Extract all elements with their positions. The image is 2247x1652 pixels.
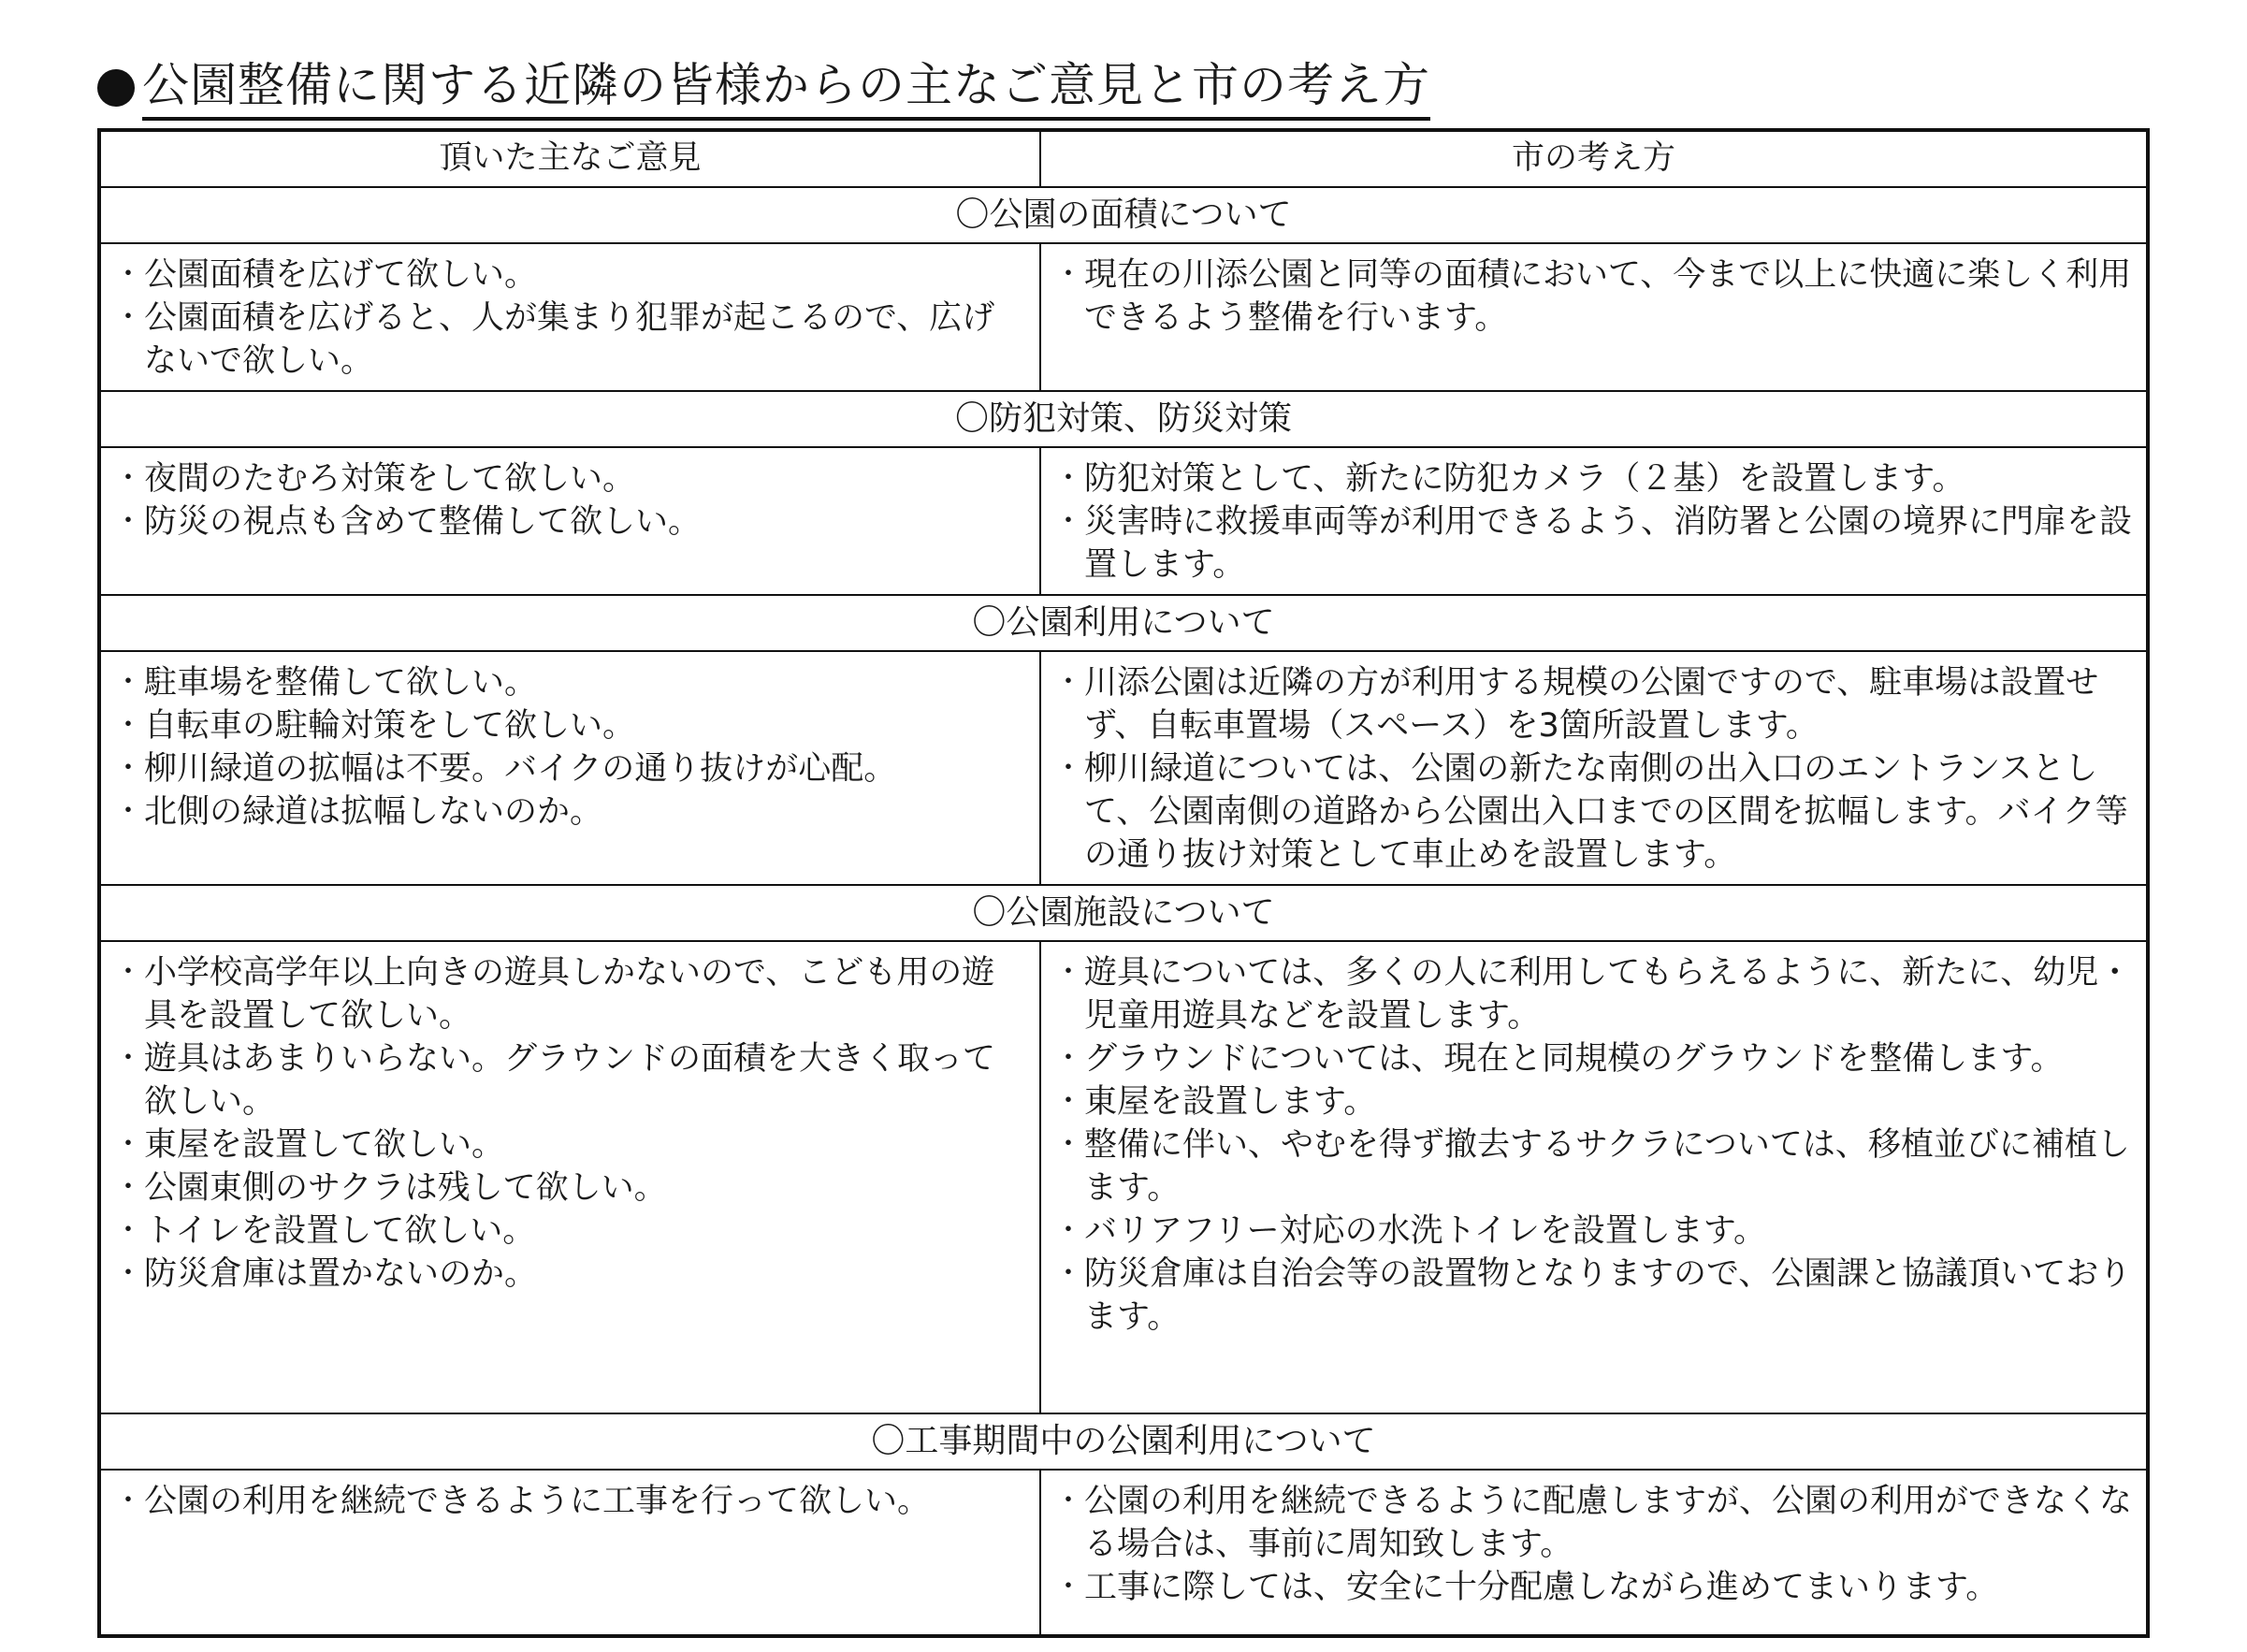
section-heading-security: 〇防犯対策、防災対策 bbox=[99, 391, 2148, 447]
section-content-row bbox=[99, 1470, 2148, 1636]
page-title bbox=[97, 58, 1430, 118]
page-title-text: 公園整備に関する近隣の皆様からの主なご意見と市の考え方 bbox=[142, 55, 1430, 121]
response-item: ・ バリアフリー対応の水洗トイレを設置します。 bbox=[1058, 1210, 2133, 1253]
opinion-item: ・ 防災倉庫は置かないのか。 bbox=[118, 1253, 1026, 1296]
opinions-cell bbox=[99, 447, 1040, 595]
response-item: ・ 工事に際しては、安全に十分配慮しながら進めてまいります。 bbox=[1058, 1566, 2133, 1609]
opinion-item: ・ 公園東側のサクラは残して欲しい。 bbox=[118, 1167, 1026, 1210]
opinions-cell bbox=[99, 651, 1040, 885]
opinion-item: ・ 駐車場を整備して欲しい。 bbox=[118, 661, 1026, 704]
section-heading-facilities: 〇公園施設について bbox=[99, 885, 2148, 941]
response-item: ・ 東屋を設置します。 bbox=[1058, 1080, 2133, 1123]
table-header-row bbox=[99, 130, 2148, 187]
opinion-item: ・ 公園面積を広げると、人が集まり犯罪が起こるので、広げないで欲しい。 bbox=[118, 297, 1026, 383]
opinions-cell bbox=[99, 243, 1040, 391]
opinion-item: ・ 北側の緑道は拡幅しないのか。 bbox=[118, 790, 1026, 833]
opinion-response-table bbox=[97, 128, 2150, 1638]
responses-cell bbox=[1040, 941, 2148, 1413]
responses-cell bbox=[1040, 1470, 2148, 1636]
section-heading-row bbox=[99, 187, 2148, 243]
response-item: ・ 災害時に救援車両等が利用できるよう、消防署と公園の境界に門扉を設置します。 bbox=[1058, 500, 2133, 587]
response-item: ・ 現在の川添公園と同等の面積において、今まで以上に快適に楽しく利用できるよう整備を行います。 bbox=[1058, 254, 2133, 340]
section-heading-usage: 〇公園利用について bbox=[99, 595, 2148, 651]
opinion-item: ・ 公園の利用を継続できるように工事を行って欲しい。 bbox=[118, 1480, 1026, 1523]
bullet-dot-icon bbox=[97, 69, 135, 107]
opinion-item: ・ 自転車の駐輪対策をして欲しい。 bbox=[118, 704, 1026, 747]
section-heading-row bbox=[99, 391, 2148, 447]
header-opinions: 頂いた主なご意見 bbox=[99, 130, 1040, 187]
section-content-row bbox=[99, 243, 2148, 391]
section-content-row bbox=[99, 651, 2148, 885]
section-heading-area: 〇公園の面積について bbox=[99, 187, 2148, 243]
opinion-item: ・ トイレを設置して欲しい。 bbox=[118, 1210, 1026, 1253]
section-heading-row bbox=[99, 595, 2148, 651]
response-item: ・ 遊具については、多くの人に利用してもらえるように、新たに、幼児・児童用遊具などを設置します。 bbox=[1058, 951, 2133, 1037]
response-item: ・ 防犯対策として、新たに防犯カメラ（２基）を設置します。 bbox=[1058, 457, 2133, 500]
response-item: ・ 公園の利用を継続できるように配慮しますが、公園の利用ができなくなる場合は、事前に周知致します。 bbox=[1058, 1480, 2133, 1566]
opinion-item: ・ 防災の視点も含めて整備して欲しい。 bbox=[118, 500, 1026, 543]
opinion-item: ・ 夜間のたむろ対策をして欲しい。 bbox=[118, 457, 1026, 500]
response-item: ・ 川添公園は近隣の方が利用する規模の公園ですので、駐車場は設置せず、自転車置場（スペース）を3箇所設置します。 bbox=[1058, 661, 2133, 747]
response-item: ・ 防災倉庫は自治会等の設置物となりますので、公園課と協議頂いております。 bbox=[1058, 1253, 2133, 1339]
section-content-row bbox=[99, 941, 2148, 1413]
response-item: ・ 柳川緑道については、公園の新たな南側の出入口のエントランスとして、公園南側の道路から公園出入口までの区間を拡幅します。バイク等の通り抜け対策として車止めを設置します。 bbox=[1058, 747, 2133, 877]
opinion-item: ・ 柳川緑道の拡幅は不要。バイクの通り抜けが心配。 bbox=[118, 747, 1026, 790]
responses-cell bbox=[1040, 651, 2148, 885]
section-heading-construction: 〇工事期間中の公園利用について bbox=[99, 1413, 2148, 1470]
opinion-item: ・ 東屋を設置して欲しい。 bbox=[118, 1123, 1026, 1167]
opinions-cell bbox=[99, 1470, 1040, 1636]
section-content-row bbox=[99, 447, 2148, 595]
responses-cell bbox=[1040, 447, 2148, 595]
response-item: ・ グラウンドについては、現在と同規模のグラウンドを整備します。 bbox=[1058, 1037, 2133, 1080]
section-heading-row bbox=[99, 885, 2148, 941]
opinion-item: ・ 遊具はあまりいらない。グラウンドの面積を大きく取って欲しい。 bbox=[118, 1037, 1026, 1123]
response-item: ・ 整備に伴い、やむを得ず撤去するサクラについては、移植並びに補植します。 bbox=[1058, 1123, 2133, 1210]
opinion-item: ・ 小学校高学年以上向きの遊具しかないので、こども用の遊具を設置して欲しい。 bbox=[118, 951, 1026, 1037]
opinion-item: ・ 公園面積を広げて欲しい。 bbox=[118, 254, 1026, 297]
header-response: 市の考え方 bbox=[1040, 130, 2148, 187]
responses-cell bbox=[1040, 243, 2148, 391]
section-heading-row bbox=[99, 1413, 2148, 1470]
opinions-cell bbox=[99, 941, 1040, 1413]
